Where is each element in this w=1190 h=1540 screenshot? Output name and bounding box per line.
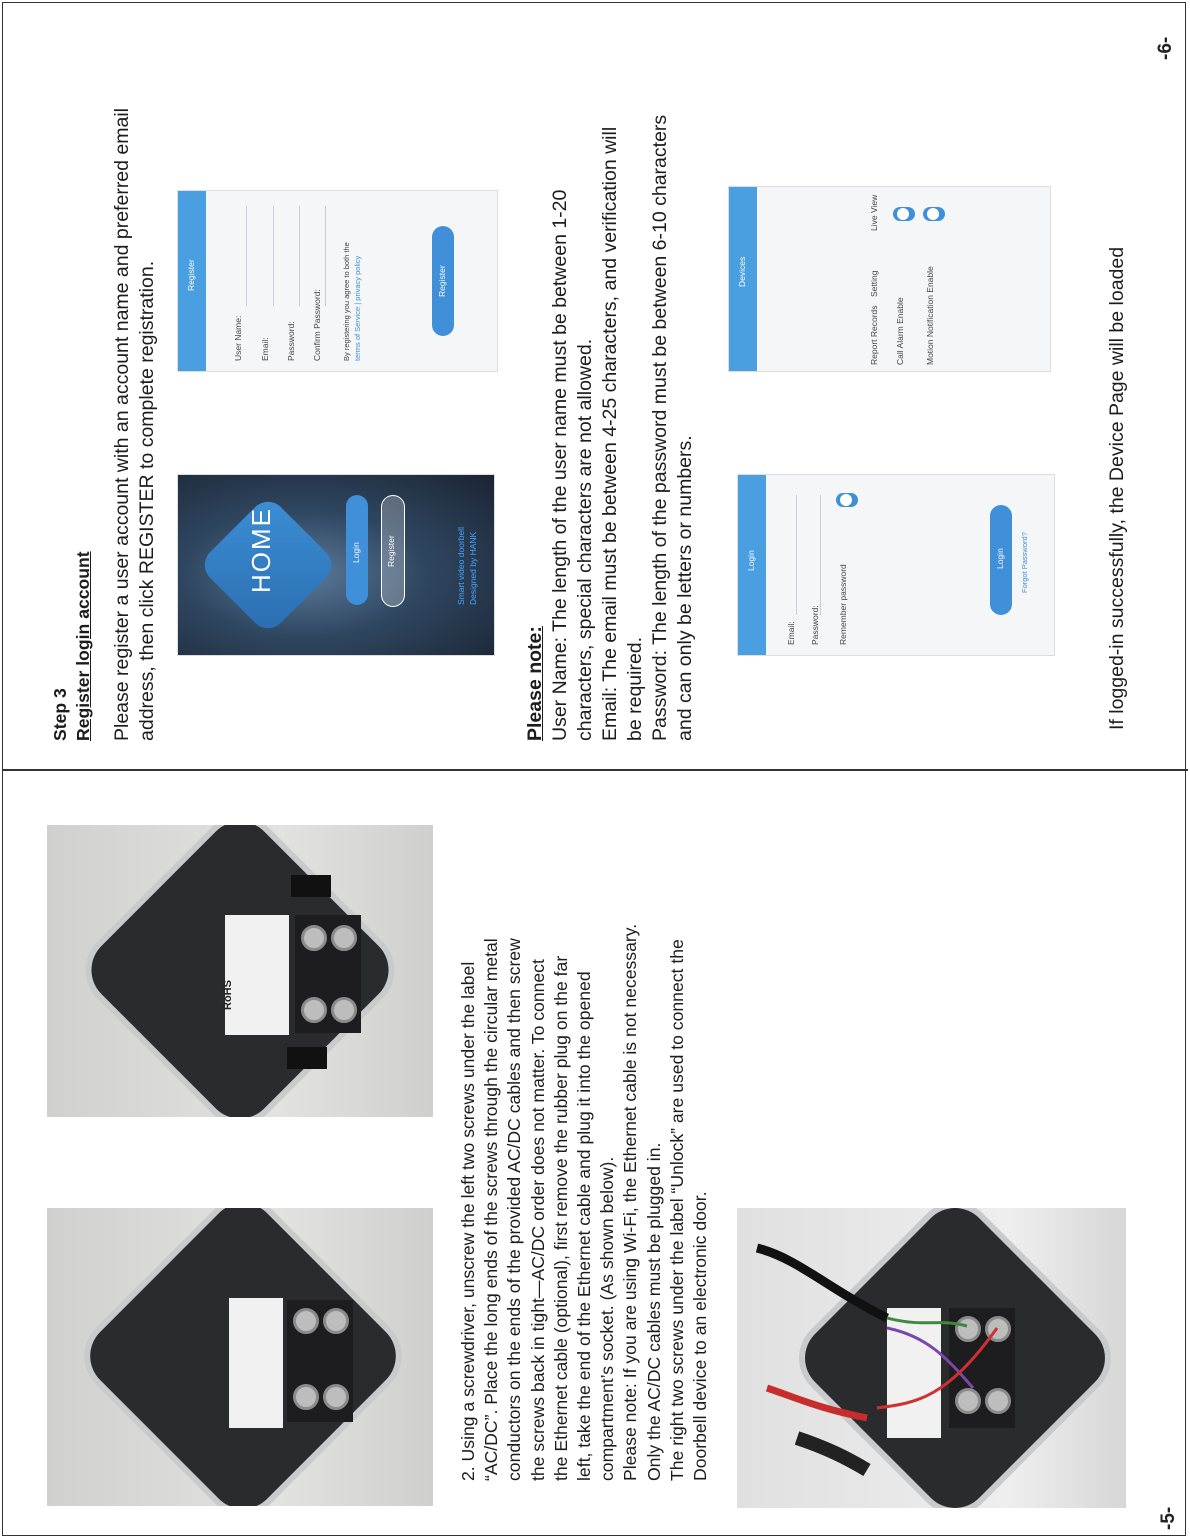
devices-title: Devices bbox=[737, 256, 747, 287]
intro-line: address, then click REGISTER to complete registration. bbox=[136, 260, 158, 741]
field-line bbox=[820, 495, 821, 615]
instruction-line: 2. Using a screwdriver, unscrew the left two screws under the label bbox=[458, 961, 478, 1481]
photo-terminal-wired bbox=[47, 1208, 433, 1506]
register-screen bbox=[177, 190, 498, 372]
field-line bbox=[246, 206, 247, 306]
page-number-left: -5- bbox=[1158, 1506, 1179, 1530]
tab-report-records[interactable]: Report Records bbox=[869, 305, 879, 365]
tab-live-view[interactable]: Live View bbox=[869, 194, 879, 231]
intro-line: Please register a user account with an account name and preferred email bbox=[111, 107, 133, 741]
register-username-label: User Name: bbox=[233, 315, 243, 361]
login-title: Login bbox=[746, 550, 756, 571]
instruction-line: conductors on the ends of the provided AC/DC cables and then screw bbox=[504, 938, 525, 1481]
qr-label bbox=[229, 1298, 283, 1428]
call-alarm-label: Call Alarm Enable bbox=[895, 297, 905, 365]
rubber-plug bbox=[287, 1047, 327, 1069]
home-tagline: Smart video doorbell bbox=[456, 527, 466, 605]
intro-paragraph bbox=[110, 108, 160, 741]
login-remember-label: Remember password bbox=[838, 564, 848, 645]
rubber-plug bbox=[291, 875, 331, 897]
note-line: characters, special characters are not allowed. bbox=[574, 338, 596, 741]
field-line bbox=[299, 206, 300, 306]
screw bbox=[323, 1384, 349, 1410]
step-heading bbox=[49, 551, 95, 741]
instruction-line: left, take the end of the Ethernet cable and plug it into the opened bbox=[574, 971, 595, 1481]
instruction-line: Only the AC/DC cables must be plugged in. bbox=[643, 1142, 664, 1481]
instruction-line: The right two screws under the label “Unlock” are used to connect the bbox=[666, 939, 687, 1481]
login-screen bbox=[737, 474, 1055, 656]
screw bbox=[331, 997, 357, 1023]
screw bbox=[301, 997, 327, 1023]
register-password-label: Password: bbox=[286, 321, 296, 361]
call-alarm-toggle[interactable] bbox=[893, 207, 915, 221]
field-line bbox=[796, 495, 797, 615]
footer-note: If logged-in successfully, the Device Page will be loaded bbox=[1106, 246, 1128, 730]
qr-label bbox=[225, 915, 289, 1035]
screw bbox=[293, 1384, 319, 1410]
register-email-label: Email: bbox=[260, 337, 270, 361]
rohs-label: RoHS bbox=[222, 980, 234, 1010]
login-password-label: Password: bbox=[810, 605, 820, 645]
instruction-line: the Ethernet cable (optional), first remove the rubber plug on the far bbox=[550, 955, 571, 1481]
register-submit-label: Register bbox=[437, 265, 447, 297]
devices-screen bbox=[728, 186, 1051, 372]
screw bbox=[323, 1308, 349, 1334]
register-title: Register bbox=[186, 259, 196, 291]
register-terms-link[interactable]: terms of Service | privacy policy bbox=[353, 255, 362, 361]
wiring-instructions bbox=[457, 924, 712, 1481]
screw bbox=[331, 925, 357, 951]
note-line: User Name: The length of the user name must be between 1-20 bbox=[549, 189, 571, 741]
instruction-line: “AC/DC”. Place the long ends of the screws through the circular metal bbox=[481, 938, 502, 1481]
note-line: Email: The email must be between 4-25 characters, and verification will bbox=[599, 126, 621, 741]
instruction-line: the screws back in tight—AC/DC order does not matter. To connect bbox=[527, 959, 548, 1481]
note-title: Please note: bbox=[524, 626, 546, 741]
login-email-label: Email: bbox=[786, 621, 796, 645]
note-line: Password: The length of the password must be between 6-10 characters bbox=[649, 114, 671, 741]
photo-cables-connected bbox=[737, 1208, 1126, 1508]
note-line: and can only be letters or numbers. bbox=[674, 435, 696, 741]
page-divider bbox=[2, 769, 1188, 771]
login-submit-label: Login bbox=[995, 548, 1005, 569]
register-confirm-label: Confirm Password: bbox=[312, 289, 322, 361]
remember-toggle[interactable] bbox=[836, 493, 858, 507]
home-register-label: Register bbox=[386, 535, 396, 567]
motion-notification-label: Motion Notification Enable bbox=[925, 266, 935, 365]
home-screen bbox=[177, 474, 495, 656]
home-tagline: Designed by HANK bbox=[468, 531, 478, 605]
step-label: Step 3 bbox=[50, 688, 70, 741]
field-line bbox=[273, 206, 274, 306]
tab-setting[interactable]: Setting bbox=[869, 270, 879, 297]
instruction-line: Doorbell device to an electronic door. bbox=[690, 1191, 711, 1481]
register-agree-text: By registering you agree to both the bbox=[342, 242, 351, 361]
home-login-label: Login bbox=[351, 542, 361, 563]
screw bbox=[293, 1308, 319, 1334]
page-number-right: -6- bbox=[1155, 36, 1176, 60]
forgot-password-link[interactable]: Forgot Password? bbox=[1020, 532, 1029, 593]
note-paragraph bbox=[523, 115, 698, 741]
instruction-line: compartment’s socket. (As shown below). bbox=[597, 1156, 618, 1481]
home-logo: HOME bbox=[246, 507, 276, 593]
note-line: be required. bbox=[624, 636, 646, 741]
field-line bbox=[325, 206, 326, 306]
motion-notification-toggle[interactable] bbox=[923, 207, 945, 221]
photo-terminal-bare bbox=[47, 825, 433, 1117]
screw bbox=[301, 925, 327, 951]
section-heading: Register login account bbox=[73, 551, 94, 741]
instruction-line: Please note: If you are using Wi-Fi, the Ethernet cable is not necessary. bbox=[620, 923, 641, 1481]
cables bbox=[737, 1208, 1126, 1508]
